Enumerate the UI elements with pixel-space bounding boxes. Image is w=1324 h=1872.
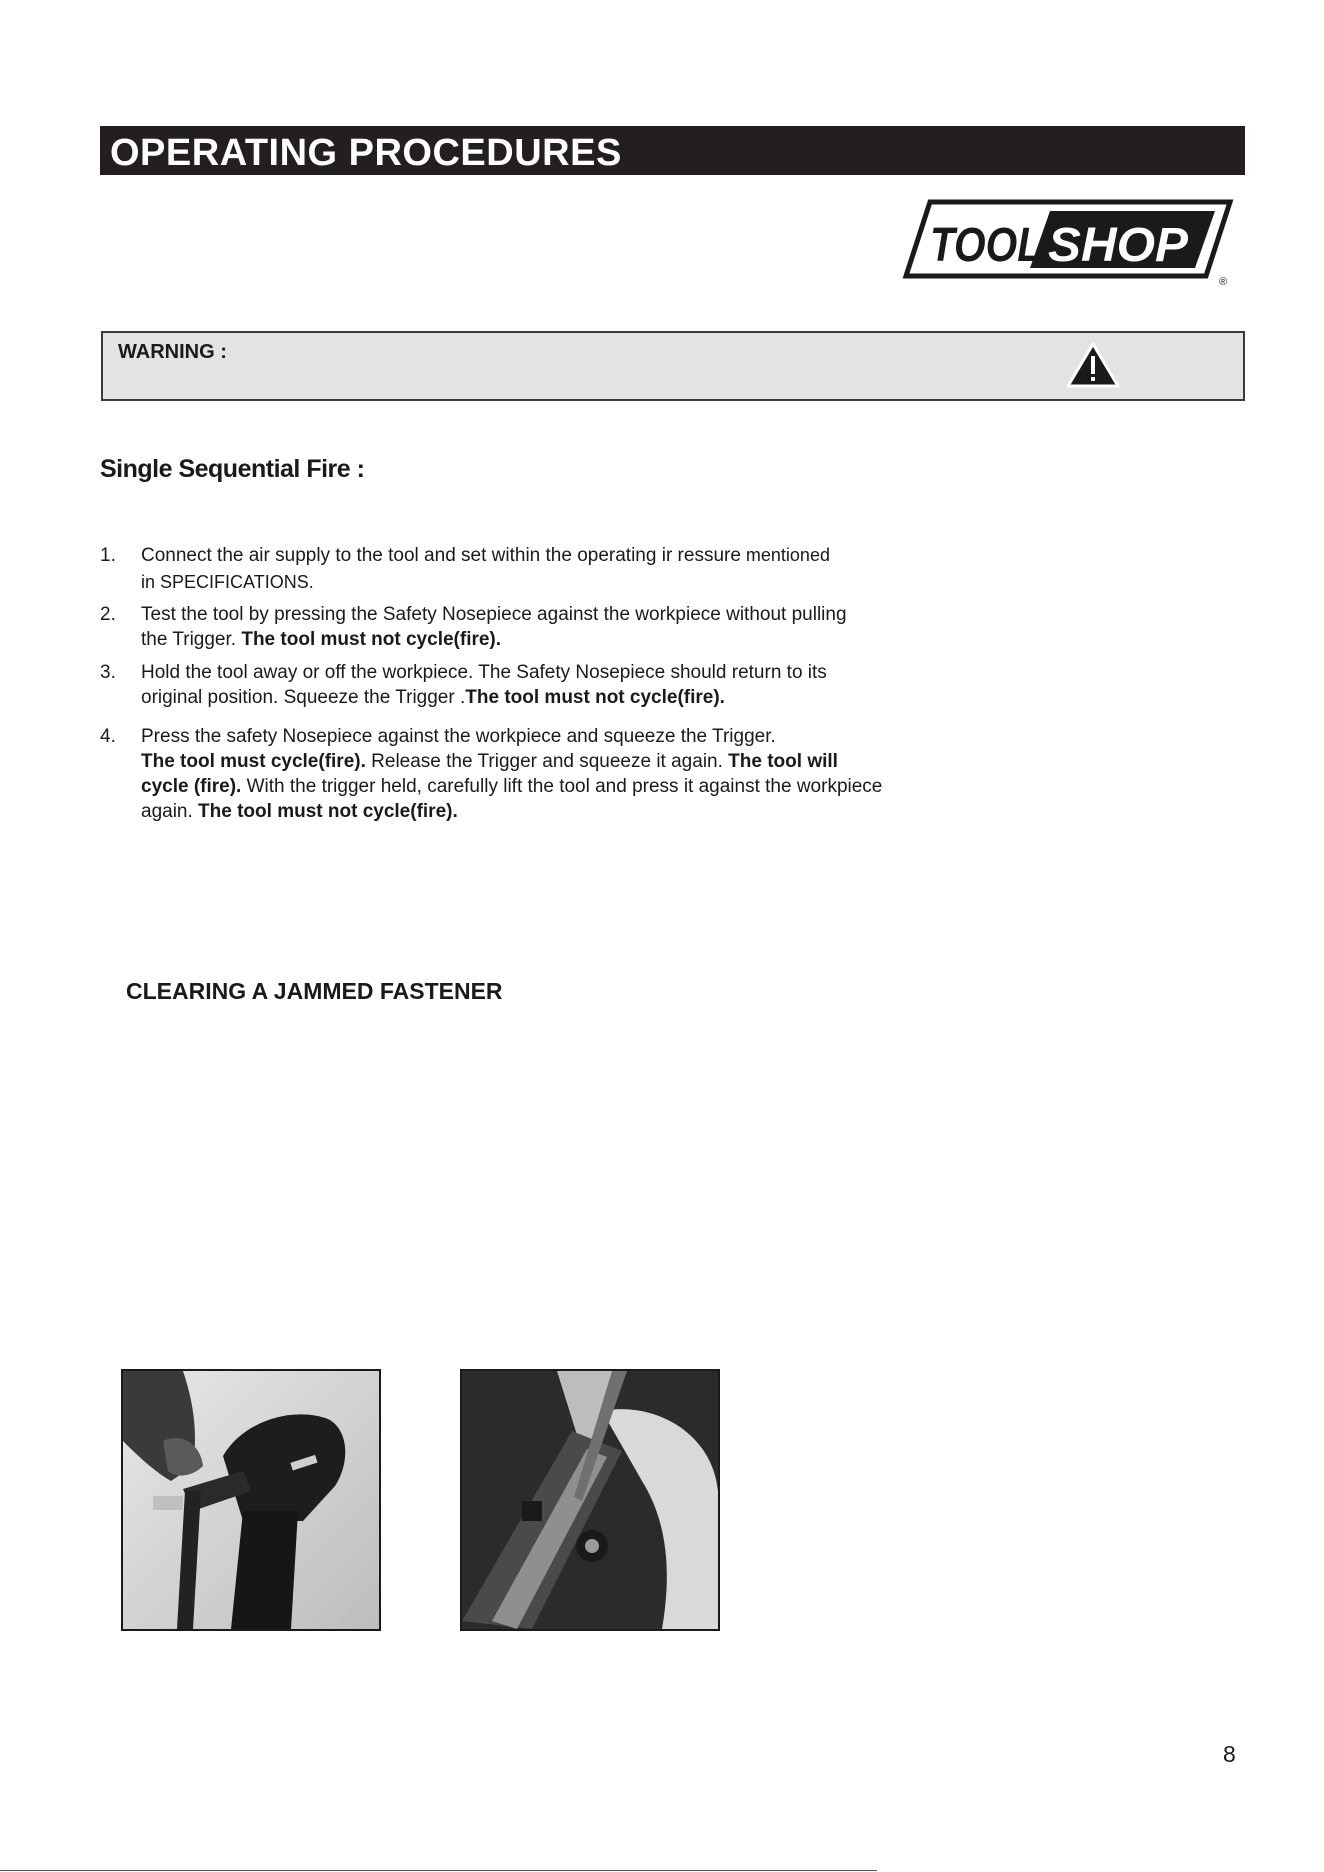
section-heading-clearing-jam: CLEARING A JAMMED FASTENER bbox=[126, 978, 503, 1004]
step-number: 3. bbox=[100, 662, 116, 683]
step-3-emphasis: The tool must not cycle(fire). bbox=[465, 687, 725, 708]
step-1-line-2: in SPECIFICATIONS. bbox=[141, 572, 314, 592]
step-4-line-3: With the trigger held, carefully lift the tool and press it against the workpiece bbox=[241, 776, 883, 797]
step-3-line-2: original position. Squeeze the Trigger . bbox=[141, 687, 466, 708]
photo-nailer-magazine bbox=[121, 1369, 381, 1631]
logo-registered-mark: ® bbox=[1219, 276, 1228, 288]
logo-word-tool: TOOL bbox=[930, 219, 1042, 272]
step-1-line-1-tail: mentioned bbox=[740, 545, 830, 565]
step-4-emphasis-c: cycle (fire). bbox=[141, 776, 242, 797]
step-4-emphasis-b: The tool will bbox=[728, 751, 838, 772]
tool-shop-logo bbox=[900, 198, 1240, 288]
step-4-line-1: Press the safety Nosepiece against the workpiece and squeeze the Trigger. bbox=[141, 726, 776, 747]
page-title: OPERATING PROCEDURES bbox=[110, 132, 622, 174]
step-2-line-1: Test the tool by pressing the Safety Nosepiece against the workpiece without pulling bbox=[141, 604, 847, 625]
step-3 bbox=[0, 660, 1324, 712]
step-number: 1. bbox=[100, 545, 116, 566]
step-4-line-2: Release the Trigger and squeeze it again. bbox=[365, 751, 729, 772]
step-4-emphasis-a: The tool must cycle(fire). bbox=[141, 751, 366, 772]
photo-clearing-jam bbox=[460, 1369, 720, 1631]
step-2 bbox=[0, 602, 1324, 654]
bottom-divider bbox=[0, 1870, 877, 1871]
step-number: 4. bbox=[100, 726, 116, 747]
warning-triangle-icon bbox=[1066, 341, 1120, 389]
section-title-bar bbox=[100, 126, 1245, 175]
logo-word-shop: SHOP bbox=[1048, 219, 1190, 272]
step-number: 2. bbox=[100, 604, 116, 625]
section-heading-single-sequential: Single Sequential Fire : bbox=[100, 455, 365, 483]
step-2-line-2: the Trigger. bbox=[141, 629, 242, 650]
warning-label: WARNING : bbox=[118, 341, 227, 363]
step-2-emphasis: The tool must not cycle(fire). bbox=[241, 629, 502, 650]
warning-box bbox=[101, 331, 1245, 401]
step-1-line-1: Connect the air supply to the tool and set within the operating ir ressure bbox=[141, 545, 741, 566]
step-1 bbox=[0, 543, 1324, 595]
page-number: 8 bbox=[1223, 1741, 1236, 1767]
step-4-emphasis-d: The tool must not cycle(fire). bbox=[198, 801, 458, 822]
step-4 bbox=[0, 724, 1324, 828]
step-4-line-4: again. bbox=[141, 801, 199, 822]
step-3-line-1: Hold the tool away or off the workpiece. The Safety Nosepiece should return to its bbox=[141, 662, 827, 683]
